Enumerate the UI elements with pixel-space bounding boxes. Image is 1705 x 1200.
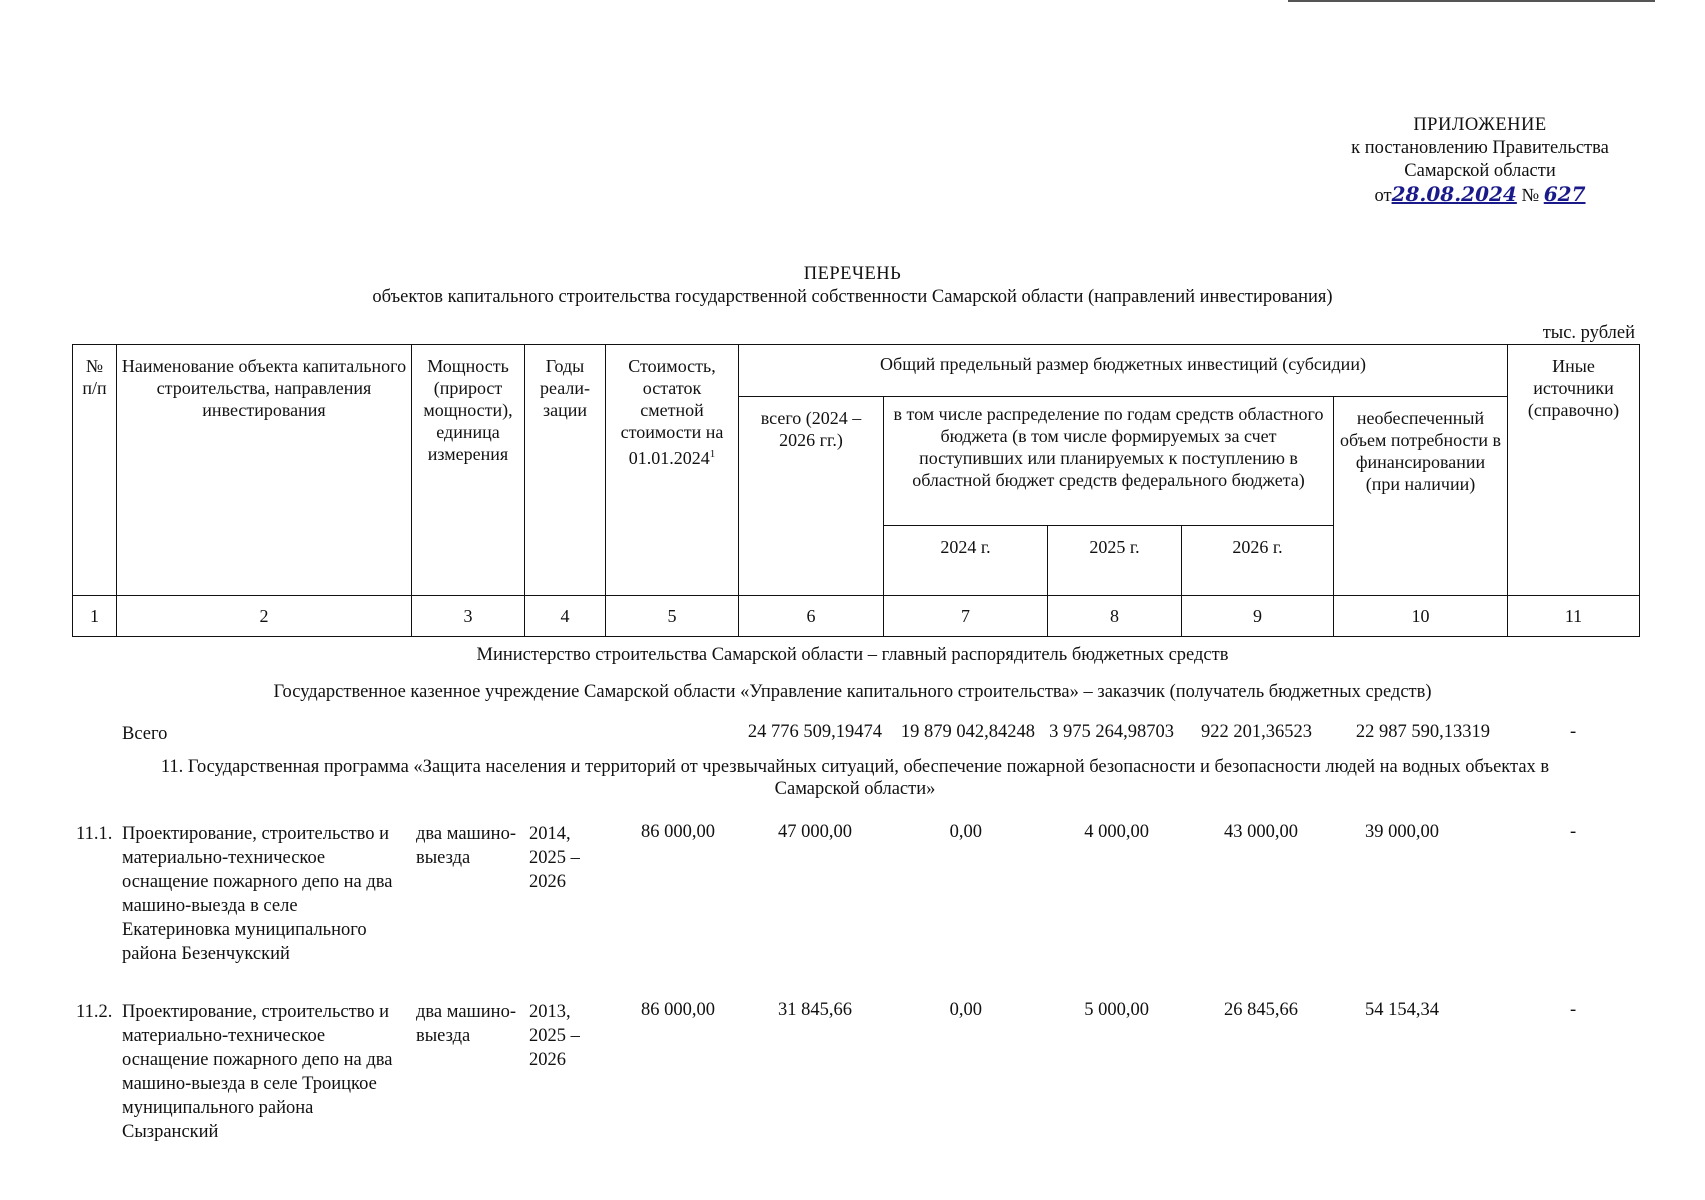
row-2025: 4 000,00 — [1084, 822, 1149, 842]
total-all: 24 776 509,19474 — [747, 722, 882, 742]
appendix-title: ПРИЛОЖЕНИЕ — [1413, 115, 1547, 135]
row-other: - — [1570, 1000, 1577, 1020]
ministry-line: Министерство строительства Самарской области – главный распорядитель бюджетных средств — [476, 645, 1229, 665]
total-other: - — [1570, 722, 1577, 742]
row-2024: 0,00 — [949, 822, 982, 842]
row-2025: 5 000,00 — [1084, 1000, 1149, 1020]
header-col-other: Иные источники (справочно) — [1508, 345, 1640, 596]
row-2024: 0,00 — [949, 1000, 982, 1020]
total-2024: 19 879 042,84248 — [900, 722, 1035, 742]
scan-top-line — [1288, 0, 1655, 2]
column-number: 8 — [1048, 596, 1182, 637]
row-capacity: два машино-выезда — [416, 824, 516, 868]
header-col-cost-text: Стоимость, остаток сметной стоимости на 01.01.2024 — [620, 356, 724, 468]
column-number: 1 — [73, 596, 117, 637]
total-2026: 922 201,36523 — [1201, 722, 1312, 742]
header-col-2025: 2025 г. — [1048, 526, 1182, 596]
header-col-unsecured: необеспеченный объем потребности в финансировании (при наличии) — [1334, 397, 1508, 596]
date-prefix: от — [1374, 186, 1392, 206]
row-total: 31 845,66 — [778, 1000, 852, 1020]
column-number: 5 — [606, 596, 739, 637]
document-subtitle: объектов капитального строительства государственной собственности Самарской области (направлений инвестирования) — [372, 287, 1333, 307]
header-table — [72, 344, 1640, 637]
header-group-investments: Общий предельный размер бюджетных инвестиций (субсидии) — [739, 345, 1508, 397]
row-name: Проектирование, строительство и материально-техническое оснащение пожарного депо на два машино-выезда в селе Троицкое муниципального района Сызранский — [122, 1002, 393, 1142]
total-unsecured: 22 987 590,13319 — [1355, 722, 1490, 742]
row-total: 47 000,00 — [778, 822, 852, 842]
row-years: 2014, 2025 – 2026 — [529, 824, 580, 892]
header-col-cost — [606, 345, 739, 596]
column-number: 9 — [1182, 596, 1334, 637]
appendix-date-line — [1374, 183, 1585, 208]
column-number: 3 — [412, 596, 525, 637]
row-cost: 86 000,00 — [641, 1000, 715, 1020]
header-col-total: всего (2024 – 2026 гг.) — [739, 397, 884, 596]
header-col-years: Годы реали-зации — [525, 345, 606, 596]
column-number: 6 — [739, 596, 884, 637]
row-num: 11.1. — [76, 824, 113, 844]
row-cost: 86 000,00 — [641, 822, 715, 842]
total-2025: 3 975 264,98703 — [1049, 722, 1174, 742]
header-subgroup-years: в том числе распределение по годам средств областного бюджета (в том числе формируемых за счет поступивших или планируемых к поступлению в областной бюджет средств федерального бюджета) — [884, 397, 1334, 526]
row-years: 2013, 2025 – 2026 — [529, 1002, 580, 1070]
row-unsecured: 54 154,34 — [1365, 1000, 1439, 1020]
column-number: 11 — [1508, 596, 1640, 637]
footnote-mark: 1 — [709, 448, 716, 460]
appendix-line2: к постановлению Правительства — [1351, 138, 1609, 158]
row-name: Проектирование, строительство и материально-техническое оснащение пожарного депо на два машино-выезда в селе Екатериновка муниципального района Безенчукский — [122, 824, 393, 964]
row-2026: 26 845,66 — [1224, 1000, 1298, 1020]
number-prefix: № — [1521, 186, 1540, 206]
row-capacity: два машино-выезда — [416, 1002, 516, 1046]
appendix-line3: Самарской области — [1404, 161, 1556, 181]
total-label: Всего — [122, 724, 168, 744]
row-num: 11.2. — [76, 1002, 113, 1022]
handwritten-number: 627 — [1543, 182, 1586, 206]
customer-line: Государственное казенное учреждение Самарской области «Управление капитального строительства» – заказчик (получатель бюджетных средств) — [273, 682, 1432, 702]
header-col-2026: 2026 г. — [1182, 526, 1334, 596]
unit-label: тыс. рублей — [1542, 323, 1635, 343]
row-other: - — [1570, 822, 1577, 842]
appendix-block — [1250, 114, 1705, 208]
column-number: 4 — [525, 596, 606, 637]
header-col-name: Наименование объекта капитального строительства, направления инвестирования — [117, 345, 412, 596]
header-col-capacity: Мощность (прирост мощности), единица измерения — [412, 345, 525, 596]
column-number: 7 — [884, 596, 1048, 637]
row-unsecured: 39 000,00 — [1365, 822, 1439, 842]
document-title: ПЕРЕЧЕНЬ — [803, 264, 902, 284]
column-number: 10 — [1334, 596, 1508, 637]
column-number: 2 — [117, 596, 412, 637]
handwritten-date: 28.08.2024 — [1391, 182, 1517, 206]
header-col-2024: 2024 г. — [884, 526, 1048, 596]
header-col-num: № п/п — [73, 345, 117, 596]
program-heading: 11. Государственная программа «Защита населения и территорий от чрезвычайных ситуаций, обеспечение пожарной безопасности и безопасности людей на водных объектах в Самарской области» — [160, 757, 1550, 799]
row-2026: 43 000,00 — [1224, 822, 1298, 842]
